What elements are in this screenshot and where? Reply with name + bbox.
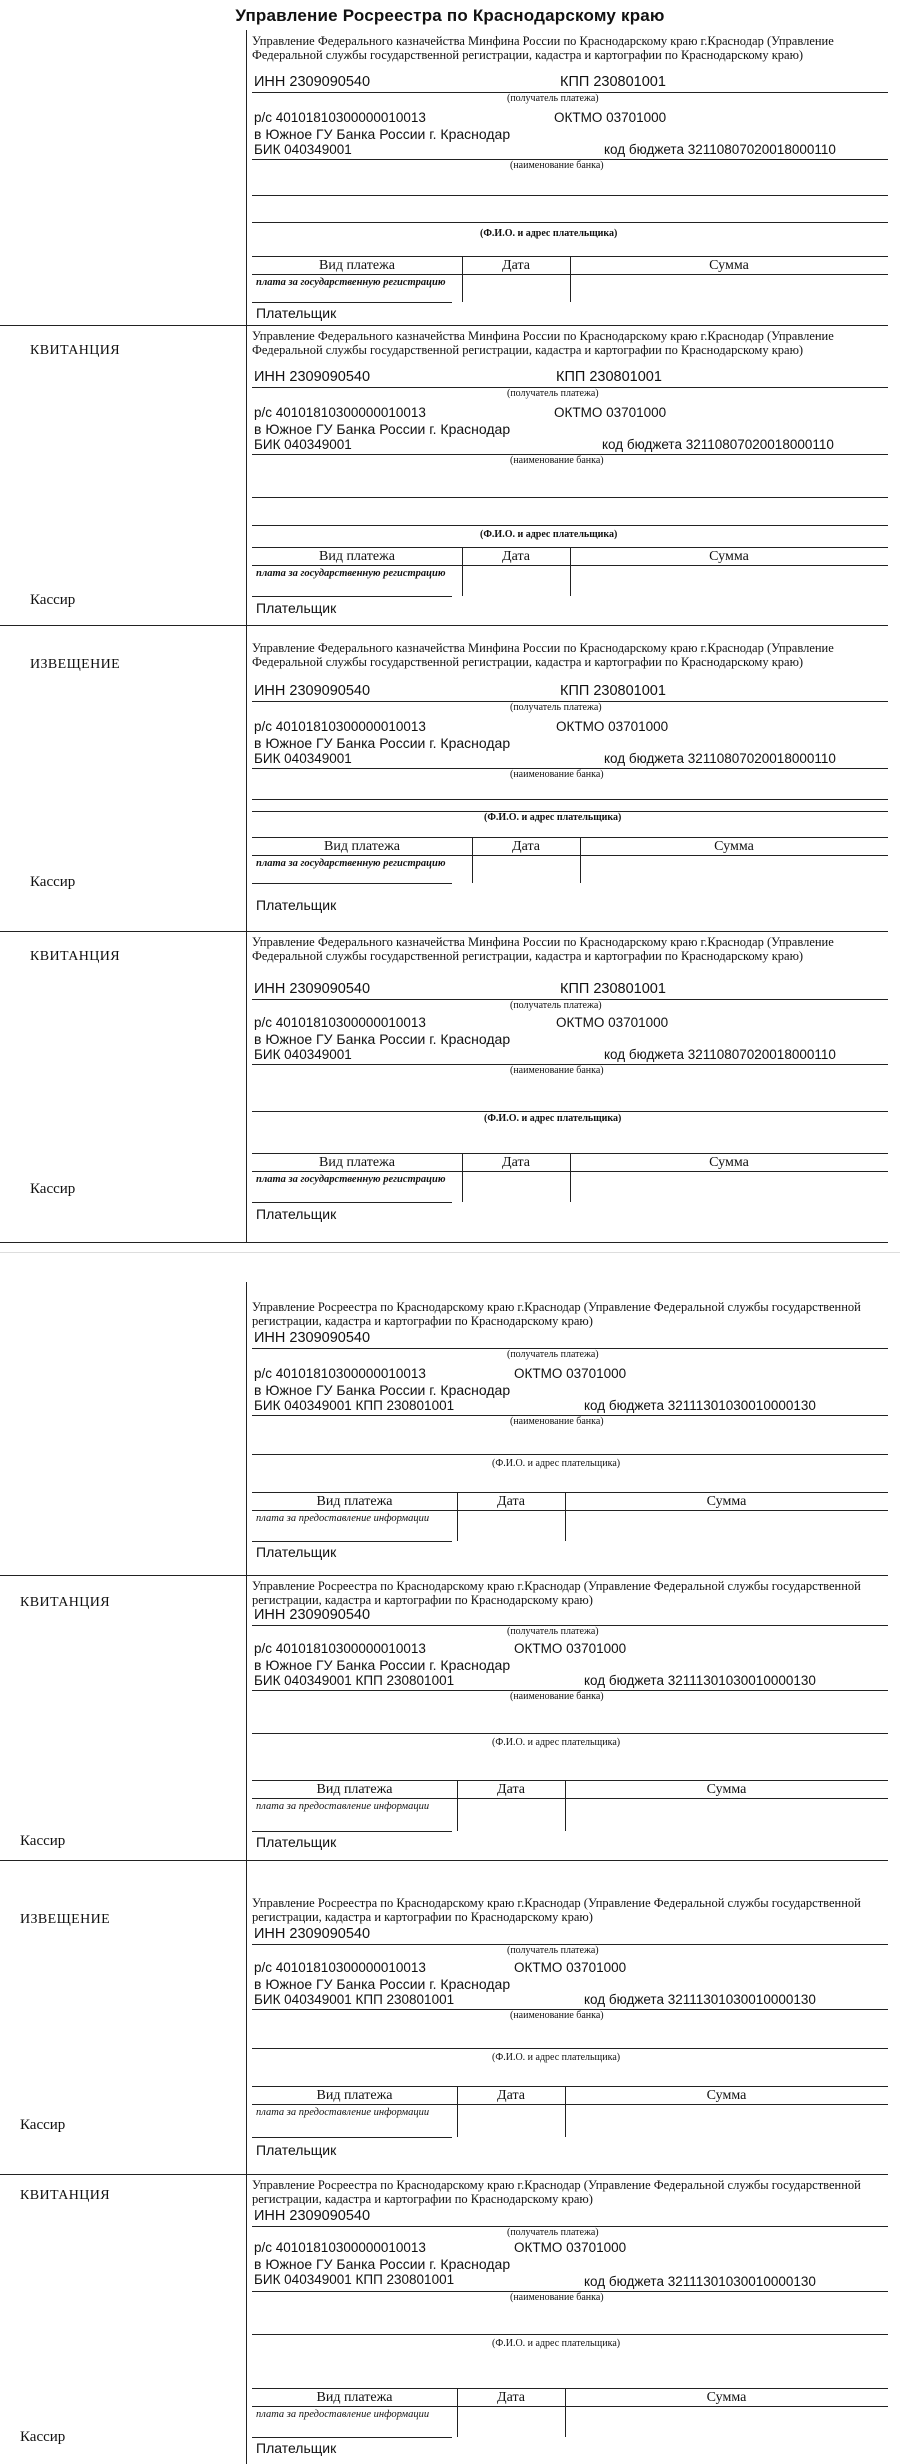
notice-label: ИЗВЕЩЕНИЕ: [20, 1912, 111, 1927]
payment-table: [252, 1780, 888, 1831]
payer-name-caption: (Ф.И.О. и адрес плательщика): [492, 1458, 621, 1469]
payer-label: Плательщик: [256, 1206, 337, 1222]
recipient-name: Управление Федерального казначейства Минфина России по Краснодарскому краю г.Краснодар (Управление Федеральной службы государственной регистрации, кадастра и картографии по Краснодарскому краю): [252, 641, 834, 669]
bik-value: БИК 040349001 КПП 230801001: [254, 2272, 455, 2287]
slip-left-column: [0, 2174, 247, 2464]
recipient-caption: (получатель платежа): [507, 388, 599, 399]
slip-form: [252, 1860, 888, 2174]
col-sum: Сумма: [706, 1494, 747, 1509]
bank-caption: (наименование банка): [510, 769, 604, 780]
slip-left-column: [0, 30, 247, 325]
payer-name-caption: (Ф.И.О. и адрес плательщика): [480, 529, 618, 540]
budget-code: код бюджета 32111301030010000130: [584, 1992, 816, 2007]
slip-left-column: [0, 325, 247, 625]
budget-code: код бюджета 32111301030010000130: [584, 1673, 816, 1688]
divider: [565, 1781, 566, 1831]
col-payment-type: Вид платежа: [323, 839, 400, 854]
divider: [462, 1154, 463, 1202]
divider: [252, 1831, 452, 1832]
budget-code: код бюджета 32110807020018000110: [604, 1047, 836, 1062]
slip-left-column: [0, 931, 247, 1242]
bik-value: БИК 040349001: [254, 751, 352, 766]
col-sum: Сумма: [709, 549, 749, 564]
divider: [252, 1111, 888, 1112]
oktmo-value: ОКТМО 03701000: [556, 1015, 669, 1030]
slip-form: [252, 625, 888, 931]
recipient-name: Управление Росреестра по Краснодарскому краю г.Краснодар (Управление Федеральной службы государственной регистрации, кадастра и картографии по Краснодарскому краю): [252, 2178, 861, 2206]
payment-purpose: плата за государственную регистрацию: [256, 1174, 446, 1185]
account-value: р/с 40101810300000010013: [254, 1641, 426, 1656]
bik-value: БИК 040349001 КПП 230801001: [254, 1673, 455, 1688]
account-value: р/с 40101810300000010013: [254, 719, 426, 734]
kpp-value: КПП 230801001: [560, 74, 666, 90]
oktmo-value: ОКТМО 03701000: [514, 1366, 627, 1381]
divider: [462, 257, 463, 302]
col-sum: Сумма: [706, 1782, 747, 1797]
account-value: р/с 40101810300000010013: [254, 1366, 426, 1381]
recipient-caption: (получатель платежа): [507, 1349, 599, 1360]
divider: [252, 1202, 452, 1203]
divider: [570, 1154, 571, 1202]
budget-code: код бюджета 32110807020018000110: [604, 142, 836, 157]
recipient-caption: (получатель платежа): [510, 1000, 602, 1011]
col-payment-type: Вид платежа: [318, 1155, 395, 1170]
col-sum: Сумма: [714, 839, 754, 854]
col-date: Дата: [512, 839, 540, 854]
slip-form: [252, 30, 888, 325]
inn-value: ИНН 2309090540: [254, 369, 371, 385]
col-sum: Сумма: [709, 258, 749, 273]
col-payment-type: Вид платежа: [316, 1494, 393, 1509]
oktmo-value: ОКТМО 03701000: [514, 1641, 627, 1656]
divider: [565, 2389, 566, 2437]
oktmo-value: ОКТМО 03701000: [554, 405, 667, 420]
payer-label: Плательщик: [256, 305, 337, 321]
bank-caption: (наименование банка): [510, 160, 604, 171]
col-date: Дата: [502, 1155, 530, 1170]
divider: [252, 2437, 452, 2438]
slip-form: [252, 931, 888, 1242]
account-value: р/с 40101810300000010013: [254, 2240, 426, 2255]
slip-left-column: [0, 1282, 247, 1575]
col-payment-type: Вид платежа: [316, 2390, 393, 2405]
divider: [252, 302, 452, 303]
budget-code: код бюджета 32110807020018000110: [602, 437, 834, 452]
payer-name-caption: (Ф.И.О. и адрес плательщика): [492, 1737, 621, 1748]
payer-label: Плательщик: [256, 897, 337, 913]
bank-name: в Южное ГУ Банка России г. Краснодар: [254, 1657, 511, 1673]
bank-caption: (наименование банка): [510, 1065, 604, 1076]
account-value: р/с 40101810300000010013: [254, 110, 426, 125]
payment-purpose: плата за предоставление информации: [256, 2107, 430, 2118]
payer-label: Плательщик: [256, 2142, 337, 2158]
col-payment-type: Вид платежа: [318, 258, 395, 273]
recipient-caption: (получатель платежа): [510, 702, 602, 713]
payer-label: Плательщик: [256, 2440, 337, 2456]
divider: [252, 2137, 452, 2138]
oktmo-value: ОКТМО 03701000: [514, 2240, 627, 2255]
oktmo-value: ОКТМО 03701000: [554, 110, 667, 125]
slip-form: [252, 1282, 888, 1575]
recipient-caption: (получатель платежа): [507, 2227, 599, 2238]
payment-table: [252, 2086, 888, 2137]
recipient-name: Управление Федерального казначейства Минфина России по Краснодарскому краю г.Краснодар (Управление Федеральной службы государственной регистрации, кадастра и картографии по Краснодарскому краю): [252, 935, 834, 963]
divider: [252, 1541, 452, 1542]
bank-caption: (наименование банка): [510, 2010, 604, 2021]
divider: [457, 2087, 458, 2137]
account-value: р/с 40101810300000010013: [254, 1960, 426, 1975]
divider: [565, 1493, 566, 1541]
divider: [252, 2048, 888, 2049]
divider: [457, 1493, 458, 1541]
budget-code: код бюджета 32111301030010000130: [584, 1398, 816, 1413]
payment-table: [252, 837, 888, 883]
page-title: Управление Росреестра по Краснодарскому краю: [235, 6, 665, 25]
account-value: р/с 40101810300000010013: [254, 405, 426, 420]
payer-name-caption: (Ф.И.О. и адрес плательщика): [492, 2338, 621, 2349]
bik-value: БИК 040349001: [254, 437, 352, 452]
recipient-caption: (получатель платежа): [507, 1626, 599, 1637]
slip-form: [252, 325, 888, 625]
col-date: Дата: [497, 1782, 525, 1797]
cashier-label: Кассир: [30, 592, 76, 608]
payment-slip-2: [0, 325, 888, 626]
recipient-name: Управление Федерального казначейства Минфина России по Краснодарскому краю г.Краснодар (Управление Федеральной службы государственной регистрации, кадастра и картографии по Краснодарскому краю): [252, 329, 834, 357]
payment-slip-5: [0, 1282, 888, 1576]
divider: [570, 257, 571, 302]
col-date: Дата: [502, 549, 530, 564]
kpp-value: КПП 230801001: [556, 369, 662, 385]
payment-slip-8: [0, 2174, 888, 2464]
slip-left-column: [0, 1575, 247, 1860]
payment-slip-3: [0, 625, 888, 932]
bank-caption: (наименование банка): [510, 2292, 604, 2303]
recipient-name: Управление Росреестра по Краснодарскому краю г.Краснодар (Управление Федеральной службы государственной регистрации, кадастра и картографии по Краснодарскому краю): [252, 1896, 861, 1924]
payer-label: Плательщик: [256, 1834, 337, 1850]
divider: [252, 799, 888, 800]
receipt-label: КВИТАНЦИЯ: [20, 2188, 111, 2203]
slip-form: [252, 2174, 888, 2464]
account-value: р/с 40101810300000010013: [254, 1015, 426, 1030]
payer-label: Плательщик: [256, 600, 337, 616]
col-date: Дата: [497, 1494, 525, 1509]
oktmo-value: ОКТМО 03701000: [514, 1960, 627, 1975]
bank-name: в Южное ГУ Банка России г. Краснодар: [254, 2256, 511, 2272]
payment-table: [252, 1153, 888, 1202]
bank-name: в Южное ГУ Банка России г. Краснодар: [254, 126, 511, 142]
bank-name: в Южное ГУ Банка России г. Краснодар: [254, 1976, 511, 1992]
inn-value: ИНН 2309090540: [254, 74, 371, 90]
inn-value: ИНН 2309090540: [254, 2208, 371, 2224]
divider: [457, 2389, 458, 2437]
divider: [580, 838, 581, 883]
divider: [252, 195, 888, 196]
cashier-label: Кассир: [20, 2429, 66, 2445]
divider: [252, 497, 888, 498]
payer-label: Плательщик: [256, 1544, 337, 1560]
kpp-value: КПП 230801001: [560, 981, 666, 997]
oktmo-value: ОКТМО 03701000: [556, 719, 669, 734]
payment-table: [252, 547, 888, 596]
bank-name: в Южное ГУ Банка России г. Краснодар: [254, 421, 511, 437]
divider: [472, 838, 473, 883]
divider: [252, 1454, 888, 1455]
inn-value: ИНН 2309090540: [254, 683, 371, 699]
payer-name-caption: (Ф.И.О. и адрес плательщика): [492, 2052, 621, 2063]
divider: [462, 548, 463, 596]
payment-slip-7: [0, 1860, 888, 2175]
payment-purpose: плата за государственную регистрацию: [256, 858, 446, 869]
payment-purpose: плата за государственную регистрацию: [256, 568, 446, 579]
payer-name-caption: (Ф.И.О. и адрес плательщика): [480, 228, 618, 239]
recipient-name: Управление Росреестра по Краснодарскому краю г.Краснодар (Управление Федеральной службы государственной регистрации, кадастра и картографии по Краснодарскому краю): [252, 1579, 861, 1607]
notice-label: ИЗВЕЩЕНИЕ: [30, 657, 121, 672]
payment-purpose: плата за предоставление информации: [256, 2409, 430, 2420]
cashier-label: Кассир: [30, 1181, 76, 1197]
col-date: Дата: [502, 258, 530, 273]
payment-purpose: плата за предоставление информации: [256, 1513, 430, 1524]
col-sum: Сумма: [706, 2390, 747, 2405]
bank-caption: (наименование банка): [510, 1691, 604, 1702]
cashier-label: Кассир: [20, 1833, 66, 1849]
payment-table: [252, 256, 888, 302]
inn-value: ИНН 2309090540: [254, 1607, 371, 1623]
bank-caption: (наименование банка): [510, 1416, 604, 1427]
slip-form: [252, 1575, 888, 1860]
col-date: Дата: [497, 2088, 525, 2103]
bank-name: в Южное ГУ Банка России г. Краснодар: [254, 735, 511, 751]
bik-value: БИК 040349001: [254, 142, 352, 157]
bik-value: БИК 040349001 КПП 230801001: [254, 1992, 455, 2007]
kpp-value: КПП 230801001: [560, 683, 666, 699]
page-break: [0, 1252, 900, 1283]
payment-table: [252, 2388, 888, 2437]
divider: [252, 525, 888, 526]
payer-name-caption: (Ф.И.О. и адрес плательщика): [484, 1113, 622, 1124]
payer-name-caption: (Ф.И.О. и адрес плательщика): [484, 812, 622, 823]
recipient-name: Управление Федерального казначейства Минфина России по Краснодарскому краю г.Краснодар (Управление Федеральной службы государственной регистрации, кадастра и картографии по Краснодарскому краю): [252, 34, 834, 62]
divider: [565, 2087, 566, 2137]
inn-value: ИНН 2309090540: [254, 1330, 371, 1346]
payment-purpose: плата за предоставление информации: [256, 1801, 430, 1812]
col-date: Дата: [497, 2390, 525, 2405]
divider: [252, 2334, 888, 2335]
receipt-label: КВИТАНЦИЯ: [30, 343, 121, 358]
slip-left-column: [0, 625, 247, 931]
divider: [252, 596, 452, 597]
bik-value: БИК 040349001 КПП 230801001: [254, 1398, 455, 1413]
divider: [252, 883, 452, 884]
bank-caption: (наименование банка): [510, 455, 604, 466]
inn-value: ИНН 2309090540: [254, 981, 371, 997]
inn-value: ИНН 2309090540: [254, 1926, 371, 1942]
divider: [252, 1733, 888, 1734]
payment-slip-1: [0, 30, 888, 326]
payment-table: [252, 1492, 888, 1541]
payment-slip-6: [0, 1575, 888, 1861]
budget-code: код бюджета 32110807020018000110: [604, 751, 836, 766]
divider: [457, 1781, 458, 1831]
col-sum: Сумма: [706, 2088, 747, 2103]
slip-left-column: [0, 1860, 247, 2174]
col-payment-type: Вид платежа: [318, 549, 395, 564]
recipient-name: Управление Росреестра по Краснодарскому краю г.Краснодар (Управление Федеральной службы государственной регистрации, кадастра и картографии по Краснодарскому краю): [252, 1300, 861, 1328]
bank-name: в Южное ГУ Банка России г. Краснодар: [254, 1382, 511, 1398]
col-sum: Сумма: [709, 1155, 749, 1170]
col-payment-type: Вид платежа: [316, 2088, 393, 2103]
divider: [252, 222, 888, 223]
budget-code: код бюджета 32111301030010000130: [584, 2274, 816, 2289]
cashier-label: Кассир: [30, 874, 76, 890]
recipient-caption: (получатель платежа): [507, 93, 599, 104]
payment-slip-4: [0, 931, 888, 1243]
payment-purpose: плата за государственную регистрацию: [256, 277, 446, 288]
bank-name: в Южное ГУ Банка России г. Краснодар: [254, 1031, 511, 1047]
divider: [570, 548, 571, 596]
recipient-caption: (получатель платежа): [507, 1945, 599, 1956]
receipt-label: КВИТАНЦИЯ: [20, 1595, 111, 1610]
cashier-label: Кассир: [20, 2117, 66, 2133]
col-payment-type: Вид платежа: [316, 1782, 393, 1797]
receipt-label: КВИТАНЦИЯ: [30, 949, 121, 964]
bik-value: БИК 040349001: [254, 1047, 352, 1062]
